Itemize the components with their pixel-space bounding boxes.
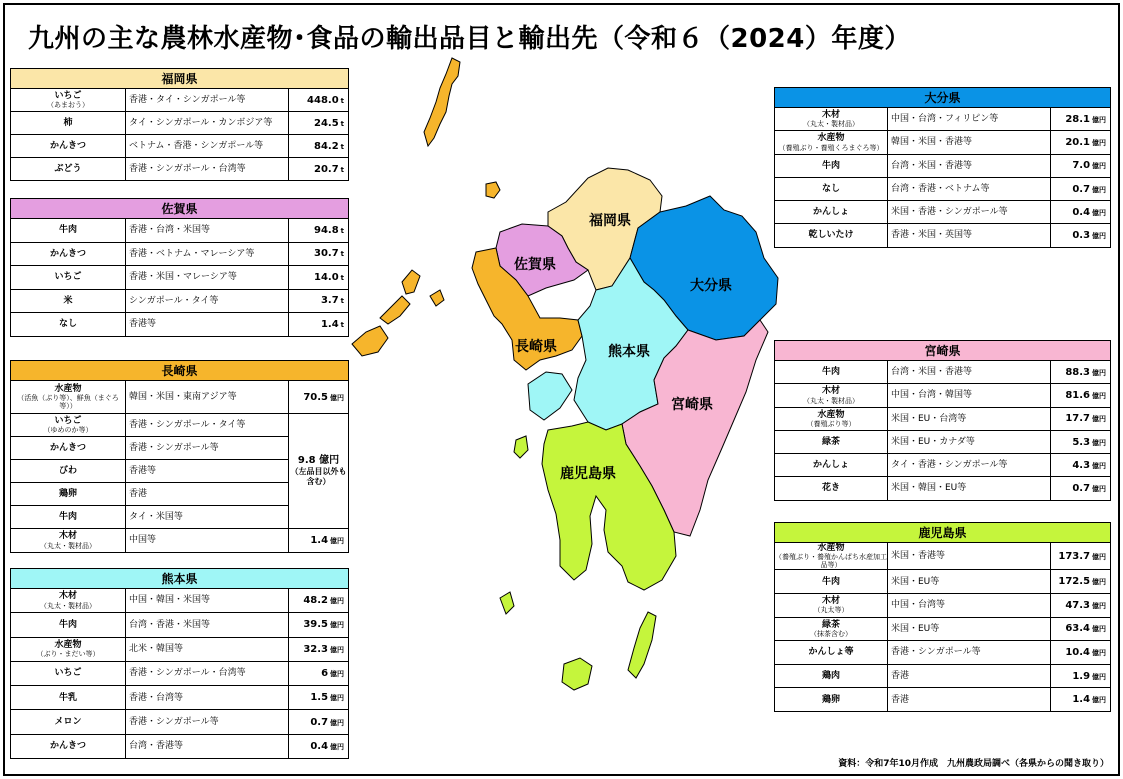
item-sub: （丸太・製材品）	[40, 601, 96, 610]
value-cell: 5.3	[1072, 436, 1091, 448]
unit-label: 億円	[330, 645, 345, 654]
source-note: 資料：令和7年10月作成 九州農政局調べ（各県からの聞き取り）	[838, 759, 1109, 769]
item-label: いちご	[54, 90, 82, 101]
map-label-saga: 佐賀県	[514, 257, 556, 273]
map-kagoshima-yakushima[interactable]	[562, 658, 592, 690]
dest-cell: 米国・香港等	[888, 543, 1051, 570]
miyazaki-rows	[775, 361, 1111, 501]
unit-label: t	[340, 250, 345, 259]
table-row	[775, 407, 1111, 430]
oita-header-cell: 大分県	[775, 88, 1111, 108]
value-cell: 20.1	[1065, 136, 1091, 148]
item-label: かんしょ	[812, 207, 849, 218]
table-row	[11, 219, 349, 243]
miyazaki-header-cell: 宮崎県	[775, 341, 1111, 361]
unit-label: 億円	[1092, 601, 1107, 610]
map-nagasaki-goto[interactable]	[352, 326, 388, 356]
dest-cell: 中国・韓国・米国等	[126, 589, 289, 613]
item-sub: （あまおう）	[47, 101, 89, 110]
unit-label: 億円	[330, 670, 345, 679]
item-label: 柿	[63, 117, 73, 128]
kumamoto-header-cell: 熊本県	[11, 569, 349, 589]
value-cell: 0.4	[1072, 206, 1091, 218]
item-label: いちご	[54, 272, 82, 283]
item-label: 木材	[821, 386, 840, 397]
dest-cell: 香港・台湾・米国等	[126, 219, 289, 243]
dest-cell: 台湾・米国・香港等	[888, 154, 1051, 177]
map-kumamoto-amakusa[interactable]	[528, 372, 572, 420]
unit-label: t	[340, 320, 345, 329]
unit-label: 億円	[1092, 115, 1107, 124]
unit-label: 億円	[1092, 438, 1107, 447]
kumamoto-rows	[11, 589, 349, 759]
dest-cell: 香港等	[126, 313, 289, 337]
item-label: 水産物	[54, 383, 82, 394]
kagoshima-header-cell: 鹿児島県	[775, 523, 1111, 543]
unit-label: t	[340, 165, 345, 174]
value-cell: 94.8	[313, 224, 339, 236]
value-cell: 1.4	[1072, 694, 1091, 706]
table-row	[775, 664, 1111, 688]
dest-cell: 香港	[888, 664, 1051, 688]
value-cell: 81.6	[1065, 389, 1091, 401]
unit-label: t	[340, 96, 345, 105]
table-row	[775, 131, 1111, 154]
table-row: 木材 （丸太・製材品） 中国等 1.4 億円	[11, 529, 349, 553]
value-cell: 32.3	[303, 643, 329, 655]
item-sub: （養殖ぶり・養殖くろまぐろ等）	[778, 143, 884, 152]
table-row	[11, 613, 349, 637]
miyazaki-table	[774, 340, 1111, 501]
value-cell: 10.4	[1065, 647, 1091, 659]
value-cell: 0.7	[310, 716, 329, 728]
dest-cell: 台湾・香港・ベトナム等	[888, 177, 1051, 200]
table-row	[11, 313, 349, 337]
value-cell: 3.7	[320, 295, 339, 307]
value-cell: 88.3	[1065, 366, 1091, 378]
page-title: 九州の主な農林水産物･食品の輸出品目と輸出先（令和６（2024）年度）	[28, 24, 911, 54]
table-row	[775, 154, 1111, 177]
dest-cell: 香港・シンガポール・台湾等	[126, 158, 289, 181]
item-label: なし	[821, 183, 840, 194]
dest-cell: タイ・シンガポール・カンボジア等	[126, 112, 289, 135]
item-label: 鶏肉	[821, 670, 840, 681]
item-label: 緑茶	[821, 436, 840, 447]
unit-label: 億円	[1092, 649, 1107, 658]
unit-label: 億円	[1092, 232, 1107, 241]
unit-label: 億円	[1092, 578, 1107, 587]
unit-label: 億円	[1092, 415, 1107, 424]
table-row	[11, 89, 349, 112]
table-row	[775, 641, 1111, 665]
value-cell: 7.0	[1072, 160, 1091, 172]
map-nagasaki-iki[interactable]	[486, 182, 500, 198]
table-row	[775, 617, 1111, 641]
unit-label: 億円	[1092, 485, 1107, 494]
dest-cell: 香港・シンガポール等	[126, 710, 289, 734]
nagasaki-table	[10, 360, 349, 553]
table-row: 鶏卵 香港	[11, 483, 349, 506]
oita-rows	[775, 108, 1111, 248]
item-sub: （丸太・製材品）	[803, 120, 859, 129]
value-cell: 0.7	[1072, 483, 1091, 495]
item-sub: （養殖ぶり等）	[806, 419, 856, 428]
dest-cell: 香港・シンガポール・台湾等	[126, 661, 289, 685]
fukuoka-table	[10, 68, 349, 181]
saga-rows	[11, 219, 349, 337]
value-cell: 20.7	[313, 163, 339, 175]
map-label-miyazaki: 宮崎県	[671, 397, 713, 413]
dest-cell: 香港・台湾等	[126, 686, 289, 710]
kagoshima-table	[774, 522, 1111, 712]
table-row	[11, 112, 349, 135]
fukuoka-header-cell: 福岡県	[11, 69, 349, 89]
table-row	[11, 589, 349, 613]
item-sub: （活魚（ぶり等）、鮮魚（まぐろ等））	[17, 394, 119, 411]
dest-cell: 韓国・米国・香港等	[888, 131, 1051, 154]
item-label: かんきつ	[49, 741, 86, 752]
unit-label: t	[340, 273, 345, 282]
unit-label: 億円	[1092, 162, 1107, 171]
item-label: かんしょ等	[808, 647, 854, 658]
dest-cell: 米国・香港・シンガポール等	[888, 201, 1051, 224]
fukuoka-header	[11, 69, 349, 89]
dest-cell: 米国・EU等	[888, 570, 1051, 594]
table-row	[775, 454, 1111, 477]
value-cell: 448.0	[307, 94, 339, 106]
dest-cell: 香港・タイ・シンガポール等	[126, 89, 289, 112]
table-row	[775, 688, 1111, 712]
item-label: 木材	[58, 591, 77, 602]
item-label: 水産物	[54, 640, 82, 651]
dest-cell: 香港・米国・英国等	[888, 224, 1051, 247]
value-cell: 24.5	[313, 117, 339, 129]
table-row	[775, 594, 1111, 618]
unit-label: 億円	[330, 718, 345, 727]
nagasaki-header-cell: 長崎県	[11, 361, 349, 381]
table-row	[11, 661, 349, 685]
dest-cell: ベトナム・香港・シンガポール等	[126, 135, 289, 158]
table-row	[775, 430, 1111, 453]
dest-cell: 米国・EU・カナダ等	[888, 430, 1051, 453]
item-label: 牛肉	[821, 576, 840, 587]
value-cell: 1.9	[1072, 670, 1091, 682]
item-label: 牛肉	[821, 160, 840, 171]
map-label-nagasaki: 長崎県	[515, 339, 557, 355]
table-row	[11, 135, 349, 158]
value-cell: 63.4	[1065, 623, 1091, 635]
unit-label: 億円	[1092, 391, 1107, 400]
item-label: 水産物	[817, 409, 845, 420]
oita-table	[774, 87, 1111, 248]
fukuoka-rows	[11, 89, 349, 181]
table-row	[11, 158, 349, 181]
value-cell: 0.7	[1072, 183, 1091, 195]
unit-label: 億円	[330, 694, 345, 703]
item-label: 花き	[821, 483, 840, 494]
item-sub: （ぶり・まだい等）	[36, 650, 100, 659]
table-row	[11, 266, 349, 290]
dest-cell: シンガポール・タイ等	[126, 289, 289, 313]
kyushu-map	[340, 48, 780, 708]
dest-cell: 香港・シンガポール等	[888, 641, 1051, 665]
unit-label: 億円	[1092, 625, 1107, 634]
unit-label: 億円	[1092, 672, 1107, 681]
value-cell: 173.7	[1058, 550, 1091, 562]
unit-label: 億円	[1092, 696, 1107, 705]
dest-cell: 米国・EU等	[888, 617, 1051, 641]
item-sub: （丸太・製材品）	[803, 396, 859, 405]
value-cell: 30.7	[313, 248, 339, 260]
unit-label: t	[340, 226, 345, 235]
dest-cell: 北米・韓国等	[126, 637, 289, 661]
item-label: かんきつ	[49, 248, 86, 259]
value-cell: 48.2	[303, 595, 329, 607]
item-label: ぶどう	[54, 163, 82, 174]
unit-label: 億円	[330, 742, 345, 751]
item-label: 牛肉	[821, 366, 840, 377]
value-cell: 6	[321, 668, 329, 680]
saga-header-cell: 佐賀県	[11, 199, 349, 219]
dest-cell: 韓国・米国・東南アジア等	[126, 381, 289, 414]
unit-label: 億円	[1092, 461, 1107, 470]
table-row	[11, 637, 349, 661]
dest-cell: 中国・台湾・韓国等	[888, 384, 1051, 407]
table-row	[11, 734, 349, 758]
unit-label: 億円	[330, 621, 345, 630]
table-row	[775, 361, 1111, 384]
map-label-fukuoka: 福岡県	[589, 213, 631, 229]
table-row	[11, 289, 349, 313]
value-cell: 1.5	[310, 692, 329, 704]
value-cell: 84.2	[313, 140, 339, 152]
dest-cell: 中国・台湾・フィリピン等	[888, 108, 1051, 131]
table-row: 水産物 （活魚（ぶり等）、鮮魚（まぐろ等）） 韓国・米国・東南アジア等 70.5 億円	[11, 381, 349, 414]
kagoshima-rows	[775, 543, 1111, 712]
table-row	[775, 177, 1111, 200]
unit-label: 億円	[1092, 185, 1107, 194]
dest-cell: タイ・香港・シンガポール等	[888, 454, 1051, 477]
table-row	[775, 201, 1111, 224]
value-cell: 47.3	[1065, 599, 1091, 611]
value-cell: 172.5	[1058, 576, 1091, 588]
item-label: メロン	[54, 716, 82, 727]
unit-label: 億円	[330, 597, 345, 606]
value-cell: 28.1	[1065, 113, 1091, 125]
table-row	[11, 686, 349, 710]
item-label: 緑茶	[821, 619, 840, 630]
item-sub: （丸太等）	[813, 606, 849, 615]
item-label: 米	[63, 295, 73, 306]
table-row: いちご （ゆめのか等） 香港・シンガポール・タイ等 9.8 億円 （左品目以外も含む）	[11, 414, 349, 437]
item-sub: （養殖ぶり・養殖かんぱち水産加工品等）	[775, 553, 887, 570]
value-cell: 1.4	[320, 318, 339, 330]
value-cell: 4.3	[1072, 459, 1091, 471]
item-label: 水産物	[817, 133, 845, 144]
item-label: 木材	[821, 109, 840, 120]
kumamoto-table	[10, 568, 349, 759]
dest-cell: 香港・ベトナム・マレーシア等	[126, 242, 289, 266]
value-cell: 0.3	[1072, 230, 1091, 242]
dest-cell: 香港・米国・マレーシア等	[126, 266, 289, 290]
unit-label: t	[340, 142, 345, 151]
item-label: 牛肉	[58, 619, 77, 630]
table-row: 牛肉 タイ・米国等	[11, 506, 349, 529]
unit-label: t	[340, 297, 345, 306]
item-label: なし	[58, 319, 77, 330]
table-row	[775, 384, 1111, 407]
item-label: 木材	[821, 596, 840, 607]
item-label: いちご	[54, 668, 82, 679]
value-cell: 70.5	[303, 391, 329, 403]
value-cell: 17.7	[1065, 413, 1091, 425]
group-value-cell: 9.8 億円 （左品目以外も含む）	[289, 414, 349, 529]
dest-cell: 台湾・香港・米国等	[126, 613, 289, 637]
map-label-oita: 大分県	[690, 278, 732, 294]
table-row: びわ 香港等	[11, 460, 349, 483]
value-cell: 0.4	[310, 740, 329, 752]
table-row	[775, 224, 1111, 247]
value-cell: 39.5	[303, 619, 329, 631]
unit-label: 億円	[1092, 552, 1107, 561]
table-row	[11, 710, 349, 734]
map-label-kagoshima: 鹿児島県	[560, 466, 616, 482]
table-row	[775, 543, 1111, 570]
dest-cell: 中国・台湾等	[888, 594, 1051, 618]
table-row	[775, 108, 1111, 131]
dest-cell: 米国・EU・台湾等	[888, 407, 1051, 430]
item-label: かんしょ	[812, 460, 849, 471]
item-label: 牛乳	[58, 692, 77, 703]
dest-cell: 香港	[888, 688, 1051, 712]
item-label: かんきつ	[49, 140, 86, 151]
item-label: 鶏卵	[821, 694, 840, 705]
item-label: 牛肉	[58, 225, 77, 236]
table-row	[775, 570, 1111, 594]
unit-label: 億円	[1092, 138, 1107, 147]
map-label-kumamoto: 熊本県	[608, 344, 650, 360]
table-row: かんきつ 香港・シンガポール等	[11, 437, 349, 460]
dest-cell: 台湾・米国・香港等	[888, 361, 1051, 384]
map-nagasaki-tsushima[interactable]	[424, 58, 460, 146]
item-label: 乾しいたけ	[808, 230, 854, 241]
table-row	[775, 477, 1111, 500]
saga-table	[10, 198, 349, 337]
dest-cell: 台湾・香港等	[126, 734, 289, 758]
unit-label: t	[340, 119, 345, 128]
unit-label: 億円	[1092, 208, 1107, 217]
dest-cell: 米国・韓国・EU等	[888, 477, 1051, 500]
table-row	[11, 242, 349, 266]
item-sub: （抹茶含む）	[810, 630, 852, 639]
unit-label: 億円	[1092, 368, 1107, 377]
item-label: 水産物	[817, 543, 845, 553]
value-cell: 14.0	[313, 271, 339, 283]
map-kagoshima-tanegashima[interactable]	[628, 612, 656, 678]
